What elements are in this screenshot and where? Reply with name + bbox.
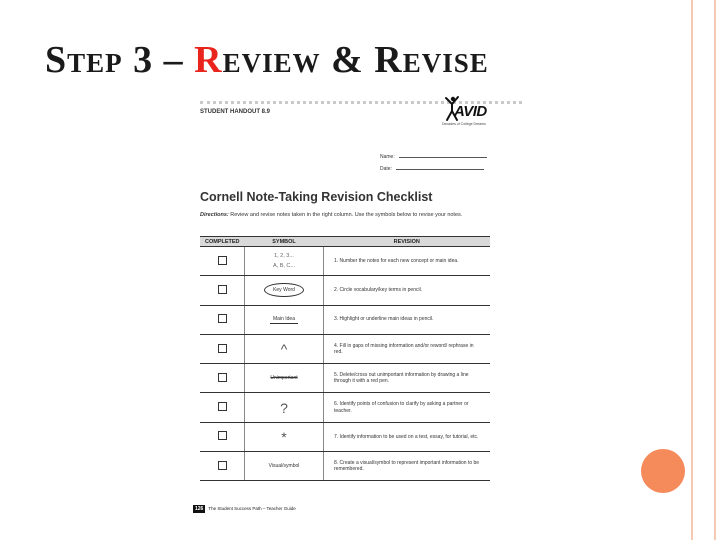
checkbox-icon <box>218 344 227 353</box>
revision-text: 2. Circle vocabulary/key terms in pencil. <box>324 276 491 305</box>
symbol-cell <box>245 276 324 305</box>
handout-title: Cornell Note-Taking Revision Checklist <box>200 190 433 204</box>
completed-cell <box>200 364 245 393</box>
table-row <box>200 452 490 481</box>
table-row <box>200 334 490 363</box>
title-prefix: Step 3 – <box>45 39 195 81</box>
symbol-cell <box>245 393 324 422</box>
symbol-key-word: Key Word <box>264 283 304 297</box>
table-row <box>200 422 490 451</box>
handout-label: STUDENT HANDOUT 8.9 <box>200 109 271 115</box>
completed-cell <box>200 422 245 451</box>
logo-text: AVID <box>454 103 487 120</box>
symbol-letters: A, B, C... <box>272 263 295 270</box>
directions-text: Review and revise notes taken in the right column. Use the symbols below to revise your notes. <box>230 212 463 218</box>
date-field <box>380 164 484 172</box>
handout-image <box>195 97 528 521</box>
question-mark-icon: ? <box>280 399 288 416</box>
table-row <box>200 276 490 305</box>
date-line <box>396 164 484 170</box>
completed-cell <box>200 334 245 363</box>
symbol-unimportant: Unimportant <box>270 375 298 382</box>
name-label: Name: <box>380 154 395 160</box>
asterisk-icon: * <box>281 428 287 445</box>
symbol-cell <box>245 305 324 334</box>
title-accent-letter: R <box>194 39 223 81</box>
revision-text: 8. Create a visual/symbol to represent important information to be remembered. <box>324 452 491 481</box>
symbol-main-idea: Main Idea <box>270 316 298 324</box>
avid-logo <box>440 95 510 129</box>
checkbox-icon <box>218 461 227 470</box>
table-row <box>200 393 490 422</box>
decor-circle <box>641 449 685 493</box>
footer-page-number: 126 <box>195 506 204 512</box>
directions-label: Directions: <box>200 212 229 218</box>
logo-tagline: Decades of College Dreams <box>442 122 486 126</box>
symbol-cell <box>245 334 324 363</box>
revision-text: 7. Identify information to be used on a test, essay, for tutorial, etc. <box>324 422 491 451</box>
symbol-cell <box>245 452 324 481</box>
title-suffix: eview & Revise <box>222 39 489 81</box>
symbol-cell <box>245 422 324 451</box>
checkbox-icon <box>218 314 227 323</box>
checkbox-icon <box>218 373 227 382</box>
revision-text: 3. Highlight or underline main ideas in pencil. <box>324 305 491 334</box>
name-field <box>380 152 487 160</box>
checkbox-icon <box>218 256 227 265</box>
revision-text: 5. Delete/cross out unimportant information by drawing a line through it with a red pen. <box>324 364 491 393</box>
revision-text: 1. Number the notes for each new concept or main idea. <box>324 247 491 276</box>
header-revision: REVISION <box>324 237 491 247</box>
completed-cell <box>200 452 245 481</box>
checkbox-icon <box>218 402 227 411</box>
header-symbol: SYMBOL <box>245 237 324 247</box>
slide-title <box>45 38 489 82</box>
directions <box>200 211 470 219</box>
completed-cell <box>200 276 245 305</box>
table-row <box>200 305 490 334</box>
completed-cell <box>200 305 245 334</box>
revision-checklist-table <box>200 236 490 481</box>
completed-cell <box>200 393 245 422</box>
border-strip-left <box>691 0 693 540</box>
border-strip-right <box>714 0 716 540</box>
checkbox-icon <box>218 431 227 440</box>
revision-text: 4. Fill in gaps of missing information and/or reword/ rephrase in red. <box>324 334 491 363</box>
header-completed: COMPLETED <box>200 237 245 247</box>
name-line <box>399 152 487 158</box>
date-label: Date: <box>380 166 392 172</box>
table-row <box>200 247 490 276</box>
footer-text: The Student Success Path – Teacher Guide <box>208 506 296 511</box>
symbol-numbers: 1, 2, 3... <box>274 253 294 260</box>
revision-text: 6. Identify points of confusion to clarify by asking a partner or teacher. <box>324 393 491 422</box>
table-row <box>200 364 490 393</box>
symbol-cell <box>245 247 324 276</box>
symbol-visual: Visual/symbol <box>268 463 300 470</box>
symbol-cell <box>245 364 324 393</box>
checkbox-icon <box>218 285 227 294</box>
completed-cell <box>200 247 245 276</box>
caret-icon: ^ <box>280 341 288 358</box>
handout-footer <box>193 505 296 513</box>
